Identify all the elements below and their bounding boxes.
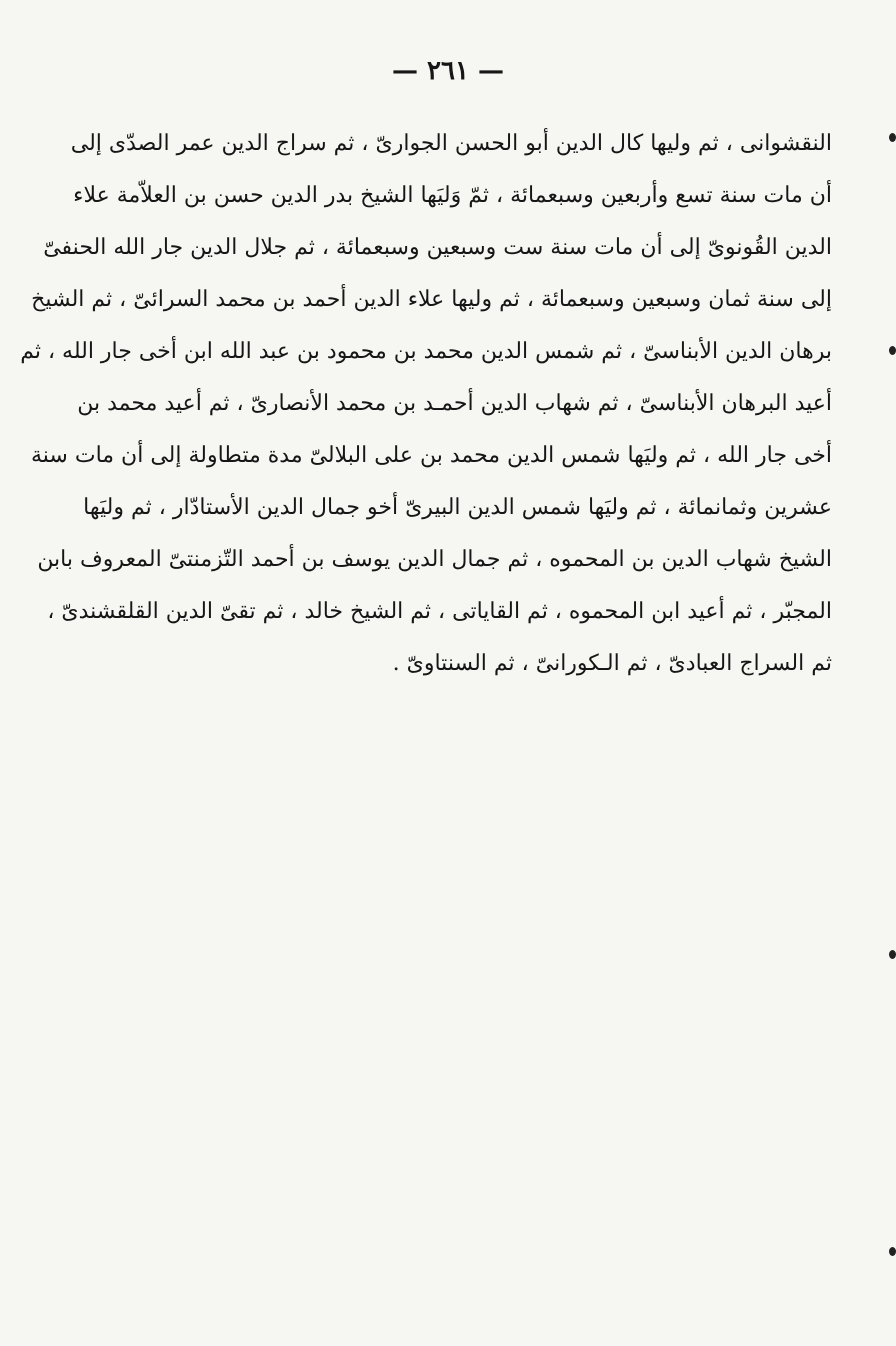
- binding-hole-mark: [889, 1247, 896, 1256]
- text-line: ثم السراج العبادىّ ، ثم الـكورانىّ ، ثم السنتاوىّ .: [392, 651, 832, 676]
- text-line: برهان الدين الأبناسىّ ، ثم شمس الدين محمد بن محمود بن عبد الله ابن أخى جار الله ، ثم: [20, 339, 832, 364]
- text-line: الدين القُونوىّ إلى أن مات سنة ست وسبعين وسبعمائة ، ثم جلال الدين جار الله الحنفىّ: [43, 235, 832, 260]
- page-number: — ٢٦١ —: [391, 56, 505, 86]
- binding-hole-mark: [889, 346, 896, 355]
- text-line: أخى جار الله ، ثم وليَها شمس الدين محمد بن على البلالىّ مدة متطاولة إلى أن مات سنة: [31, 443, 832, 468]
- text-line: أعيد البرهان الأبناسىّ ، ثم شهاب الدين أحمـد بن محمد الأنصارىّ ، ثم أعيد محمد بن: [77, 391, 832, 416]
- binding-hole-mark: [889, 950, 896, 959]
- text-line: إلى سنة ثمان وسبعين وسبعمائة ، ثم وليها علاء الدين أحمد بن محمد السرائىّ ، ثم الشيخ: [31, 287, 832, 312]
- text-line: الشيخ شهاب الدين بن المحموه ، ثم جمال الدين يوسف بن أحمد التّزمنتىّ المعروف بابن: [37, 547, 832, 572]
- text-line: عشرين وثمانمائة ، ثم وليَها شمس الدين البيرىّ أخو جمال الدين الأستادّار ، ثم وليَها: [83, 495, 832, 520]
- text-line: أن مات سنة تسع وأربعين وسبعمائة ، ثمّ وَليَها الشيخ بدر الدين حسن بن العلاّمة علاء: [73, 183, 832, 208]
- binding-hole-mark: [889, 133, 896, 142]
- page-body-text: [20, 118, 832, 690]
- text-line: المجبّر ، ثم أعيد ابن المحموه ، ثم القاياتى ، ثم الشيخ خالد ، ثم تقىّ الدين القلقشندىّ ،: [47, 599, 832, 624]
- text-line: النقشوانى ، ثم وليها كال الدين أبو الحسن الجوارىّ ، ثم سراج الدين عمر الصدّى إلى: [70, 131, 832, 156]
